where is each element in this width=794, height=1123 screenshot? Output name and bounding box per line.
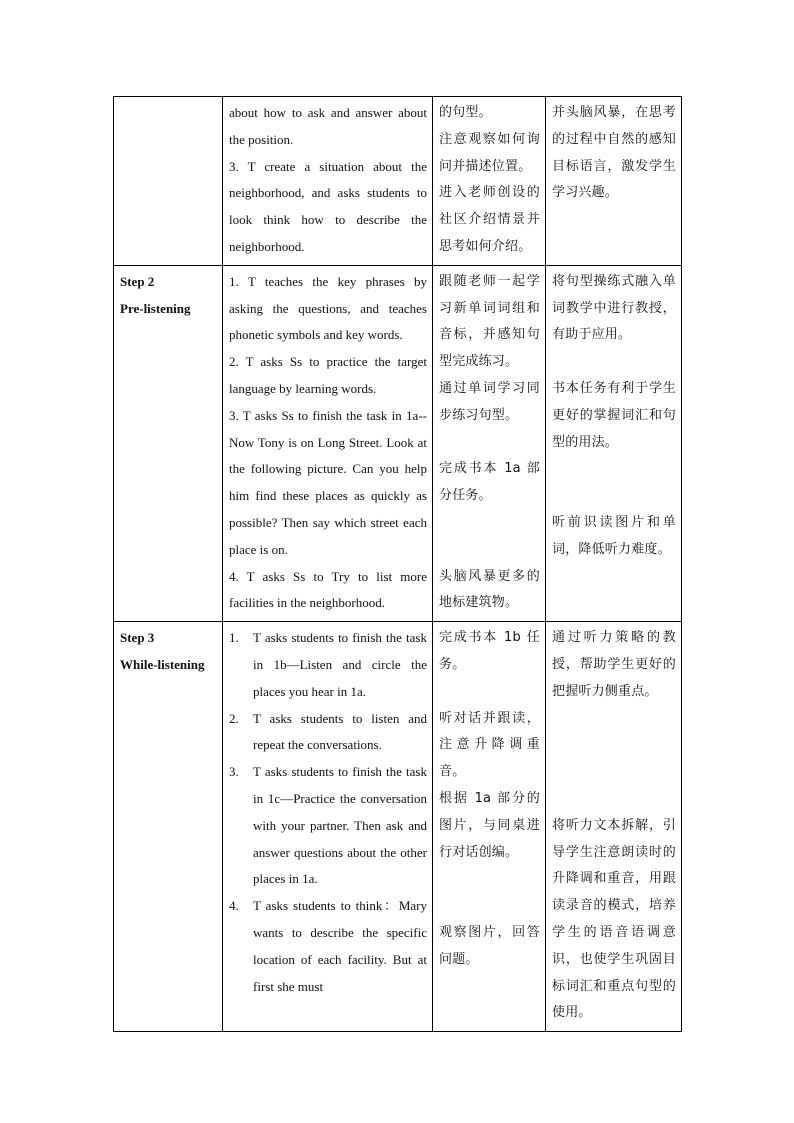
purpose-cell <box>546 622 682 1032</box>
step-number: Step 2 <box>120 273 155 289</box>
teacher-activity-text: 4. T asks Ss to Try to list more facilities in the neighborhood. <box>229 568 427 611</box>
item-number: 4. <box>229 898 239 914</box>
student-activity-text: 的句型。 <box>439 105 492 120</box>
spacer <box>439 679 540 706</box>
step-cell <box>114 97 223 266</box>
list-item <box>229 625 427 705</box>
teacher-activity-cell <box>223 265 433 621</box>
student-activity-text: 完成书本 1b 任务。 <box>439 630 540 672</box>
student-activity-text: 根据 1a 部分的图片，与同桌进行对话创编。 <box>439 790 540 860</box>
purpose-text: 将听力文本拆解，引导学生注意朗读时的升降调和重音，用跟读录音的模式，培养学生的语音语调意识，也使学生巩固目标词汇和重点句型的使用。 <box>552 817 676 1021</box>
student-activity-text: 跟随老师一起学习新单词词组和音标，并感知句型完成练习。 <box>439 273 540 370</box>
lesson-plan-table <box>113 96 682 1032</box>
purpose-text: 通过听力策略的教授，帮助学生更好的把握听力侧重点。 <box>552 630 676 699</box>
student-activity-text: 注意观察如何询问并描述位置。 <box>439 131 540 174</box>
teacher-activity-text: about how to ask and answer about the position. <box>229 105 427 147</box>
list-item <box>229 759 427 893</box>
list-item <box>229 893 427 1000</box>
teacher-activity-text: 3. T create a situation about the neighborhood, and asks students to look think how to describe the neighborhood. <box>229 158 427 254</box>
student-activity-text: 头脑风暴更多的地标建筑物。 <box>439 568 540 611</box>
table-row <box>114 97 682 266</box>
purpose-cell <box>546 265 682 621</box>
spacer <box>439 430 540 457</box>
spacer <box>552 349 676 376</box>
purpose-text: 并头脑风暴，在思考的过程中自然的感知目标语言，激发学生学习兴趣。 <box>552 105 676 201</box>
teacher-activity-cell <box>223 97 433 266</box>
teacher-activity-text: T asks students to listen and repeat the conversations. <box>253 710 427 753</box>
student-activity-cell <box>433 97 546 266</box>
teacher-activity-text: T asks students to finish the task in 1c—Practice the conversation with your partner. Then ask and answer questions about the other places in 1a. <box>253 764 427 887</box>
teacher-activity-cell <box>223 622 433 1032</box>
teacher-activity-text: 1. T teaches the key phrases by asking the questions, and teaches phonetic symbols and key words. <box>229 273 427 343</box>
student-activity-cell <box>433 622 546 1032</box>
purpose-cell <box>546 97 682 266</box>
item-number: 1. <box>229 630 239 646</box>
table-row <box>114 622 682 1032</box>
step-phase: While-listening <box>120 656 205 672</box>
spacer <box>552 456 676 510</box>
purpose-text: 将句型操练式融入单词教学中进行教授，有助于应用。 <box>552 273 676 343</box>
list-item <box>229 706 427 760</box>
purpose-text: 听前识读图片和单词，降低听力难度。 <box>552 514 676 557</box>
step-cell <box>114 265 223 621</box>
teacher-activity-text: T asks students to finish the task in 1b—Listen and circle the places you hear in 1a. <box>253 630 427 699</box>
student-activity-text: 进入老师创设的社区介绍情景并思考如何介绍。 <box>439 185 540 254</box>
spacer <box>439 510 540 564</box>
step-phase: Pre-listening <box>120 300 191 316</box>
teacher-activity-text: 2. T asks Ss to practice the target language by learning words. <box>229 354 427 396</box>
student-activity-text: 通过单词学习同步练习句型。 <box>439 380 540 423</box>
item-number: 2. <box>229 710 239 726</box>
spacer <box>439 866 540 920</box>
student-activity-cell <box>433 265 546 621</box>
student-activity-text: 观察图片，回答问题。 <box>439 924 540 967</box>
item-number: 3. <box>229 764 239 780</box>
teacher-activity-text: T asks students to think：Mary wants to describe the specific location of each facility. But at first she must <box>253 898 427 994</box>
student-activity-text: 完成书本 1a 部分任务。 <box>439 461 540 504</box>
step-cell <box>114 622 223 1032</box>
spacer <box>552 706 676 786</box>
purpose-text: 书本任务有利于学生更好的掌握词汇和句型的用法。 <box>552 380 676 450</box>
step-number: Step 3 <box>120 630 155 646</box>
teacher-activity-text: 3. T asks Ss to finish the task in 1a-- Now Tony is on Long Street. Look at the following picture. Can you help him find these places as quickly as possible? Then say which street each place is on. <box>229 407 427 557</box>
student-activity-text: 听对话并跟读，注意升降调重音。 <box>439 710 540 780</box>
teacher-activity-list <box>229 625 427 1000</box>
table-row <box>114 265 682 621</box>
spacer <box>552 786 676 813</box>
